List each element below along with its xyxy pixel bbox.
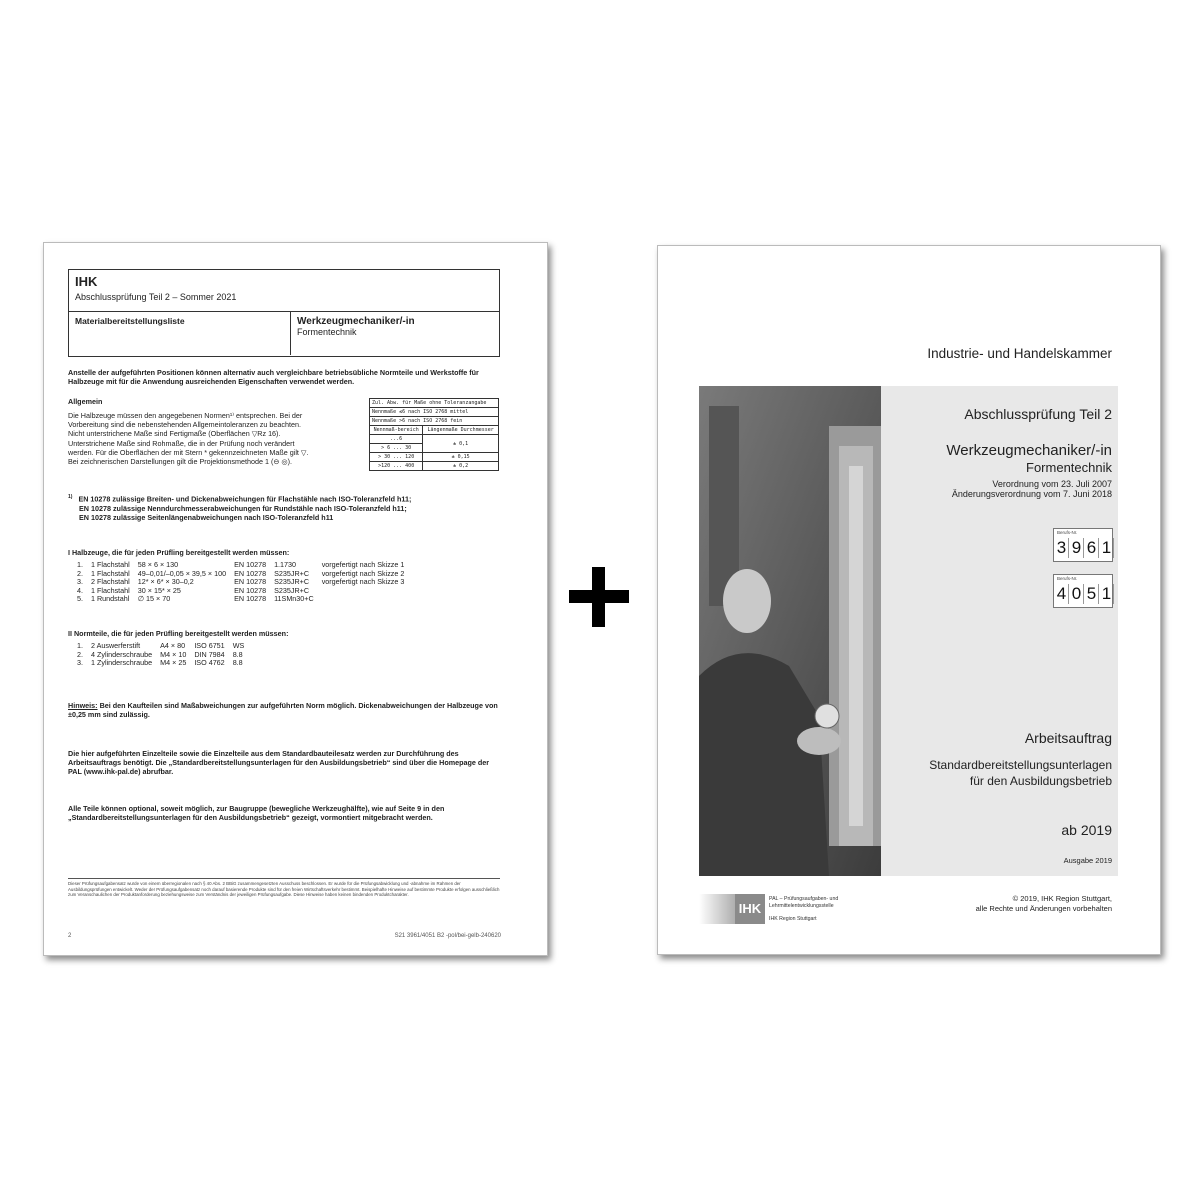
standard-docs-line-1: Standardbereitstellungsunterlagen (929, 758, 1112, 772)
plus-icon (569, 567, 629, 627)
job-title: Werkzeugmechaniker/-in (297, 316, 415, 327)
job-code-box-1: Berufs-Nr. 3 9 6 1 (1053, 528, 1113, 562)
hinweis: Hinweis: Bei den Kaufteilen sind Maßabweichungen zur aufgeführten Norm möglich. Dickenabweichungen der Halbzeuge von ±0,25 mm sind zulässig. (68, 701, 498, 720)
regulation-1: Verordnung vom 23. Juli 2007 (992, 479, 1112, 489)
tolerance-table: Zul. Abw. für Maße ohne Toleranzangabe Nennmaße ≤6 nach ISO 2768 mittel Nennmaße >6 nach ISO 2768 fein Nennmaß-bereich Längenmaße Durchmesser ...6 ± 0,1 > 6 ... 30 > 30 ... 120 ± 0,15 >120 ... 400 ± 0,2 (369, 398, 499, 471)
halbzeug-row: 2. 1 Flachstahl 49–0,01/–0,05 × 39,5 × 100 EN 10278 S235JR+C vorgefertigt nach Skizze 2 (77, 568, 405, 578)
cover-job-subtitle: Formentechnik (1026, 460, 1112, 475)
header-exam: Abschlussprüfung Teil 2 – Sommer 2021 (75, 292, 237, 302)
copyright: © 2019, IHK Region Stuttgart, alle Rechte und Änderungen vorbehalten (975, 894, 1112, 913)
allgemein-title: Allgemein (68, 397, 103, 406)
exam-material-list-page (43, 242, 548, 956)
job-subtitle: Formentechnik (297, 327, 357, 337)
list-title: Materialbereitstellungsliste (69, 312, 291, 355)
job-code-box-2: Berufs-Nr. 4 0 5 1 (1053, 574, 1113, 608)
footnotes: $^{1)}$ EN 10278 zulässige Breiten- und Dickenabweichungen für Flachstähle nach ISO-Toleranzfeld h11; EN 10278 zulässige Nenndurchmesserabweichungen für Rundstähle nach ISO-Toleranzfeld h11; EN 10278 zulässige Seitenlängenabweichungen nach ISO-Toleranzfeld h11 (68, 494, 412, 522)
header-box (68, 269, 500, 357)
edition: Ausgabe 2019 (1063, 856, 1112, 865)
normteil-row: 3. 1 Zylinderschraube M4 × 25 ISO 4762 8.8 (77, 658, 243, 667)
valid-from: ab 2019 (1061, 822, 1112, 838)
halbzeug-row: 3. 2 Flachstahl 12* × 6* × 30–0,2 EN 10278 S235JR+C vorgefertigt nach Skizze 3 (77, 577, 405, 586)
cover-job-title: Werkzeugmechaniker/-in (946, 442, 1112, 459)
task-title: Arbeitsauftrag (1024, 730, 1112, 746)
section-2-title: II Normteile, die für jeden Prüfling bereitgestellt werden müssen: (68, 629, 289, 638)
paragraph-1: Die hier aufgeführten Einzelteile sowie die Einzelteile aus dem Standardbauteilesatz werden zur Durchführung des Arbeitsauftrags benötigt. Die „Standardbereitstellungsunterlagen für den Ausbildungsbetrieb“ sind über die Homepage der PAL (www.ihk-pal.de) abrufbar. (68, 749, 490, 777)
footer-divider (68, 878, 500, 879)
worker-photo (699, 386, 881, 876)
cover-page (657, 245, 1161, 955)
section-2-table (77, 642, 252, 668)
header-org: IHK (75, 274, 98, 289)
standard-docs-line-2: für den Ausbildungsbetrieb (969, 774, 1112, 788)
legal-note: Dieser Prüfungsaufgabensatz wurde von einem überregionalen nach § 40 Abs. 2 BBiG zusammengesetzten Ausschuss beschlossen. Er wurde für die Prüfungsabwicklung und -abnahme im Rahmen der Ausbildungsprüfungen entwickelt. Weder der Prüfungsaufgabensatz noch darauf basierende Produkte sind für den freien Wirtschaftsverkehr bestimmt. Beispielhafte Hinweise auf bestimmte Produkte erfolgen ausschließlich zum Veranschaulichen der Produktanforderung beziehungsweise zum Verständnis der jeweiligen Prüfungsaufgabe. Diese Hinweise haben keinen bindenden Produktcharakter. (68, 881, 500, 898)
halbzeug-row: 1. 1 Flachstahl 58 × 6 × 130 EN 10278 1.1730 vorgefertigt nach Skizze 1 (77, 560, 405, 569)
allgemein-text: Die Halbzeuge müssen den angegebenen Normen¹⁾ entsprechen. Bei der Vorbereitung sind die nebenstehenden Allgemeintoleranzen zu beachten. Nicht unterstrichene Maße sind Fertigmaße (Oberflächen ▽Rz 16). Unterstrichene Maße sind Rohmaße, die in der Prüfung noch verändert werden. Für die Oberflächen der mit Stern * gekennzeichneten Maße gilt ▽. Bei zeichnerischen Darstellungen gilt die Projektionsmethode 1 (⊖ ◎). (68, 411, 309, 467)
section-1-title: I Halbzeuge, die für jeden Prüfling bereitgestellt werden müssen: (68, 548, 290, 557)
normteil-row: 2. 4 Zylinderschraube M4 × 10 DIN 7984 8.8 (77, 649, 243, 659)
halbzeug-row: 5. 1 Rundstahl ∅ 15 × 70 EN 10278 11SMn30+C (77, 594, 314, 603)
halbzeug-row: 4. 1 Flachstahl 30 × 15* × 25 EN 10278 S235JR+C (77, 585, 310, 595)
intro-text: Anstelle der aufgeführten Positionen können alternativ auch vergleichbare betriebsübliche Normteile und Werkstoffe für Halbzeuge mit für die Anwendung ausreichenden Eigenschaften verwendet werden. (68, 368, 479, 387)
regulation-2: Änderungsverordnung vom 7. Juni 2018 (951, 489, 1112, 499)
normteil-row: 1. 2 Auswerferstift A4 × 80 ISO 6751 WS (77, 641, 245, 650)
page-code: S21 3961/4051 B2 -pol/bei-gelb-240620 (394, 933, 501, 939)
section-1-table (77, 561, 412, 604)
page-number: 2 (68, 933, 72, 939)
cover-exam-title: Abschlussprüfung Teil 2 (964, 406, 1112, 422)
ihk-logo: IHK PAL – Prüfungsaufgaben- und Lehrmittelentwicklungsstelle IHK Region Stuttgart (699, 894, 856, 924)
cover-org: Industrie- und Handelskammer (927, 346, 1112, 361)
paragraph-2: Alle Teile können optional, soweit möglich, zur Baugruppe (bewegliche Werkzeughälfte), wie auf Seite 9 in den „Standardbereitstellungsunterlagen für den Ausbildungsbetrieb“ gezeigt, vormontiert mitgebracht werden. (68, 804, 445, 823)
